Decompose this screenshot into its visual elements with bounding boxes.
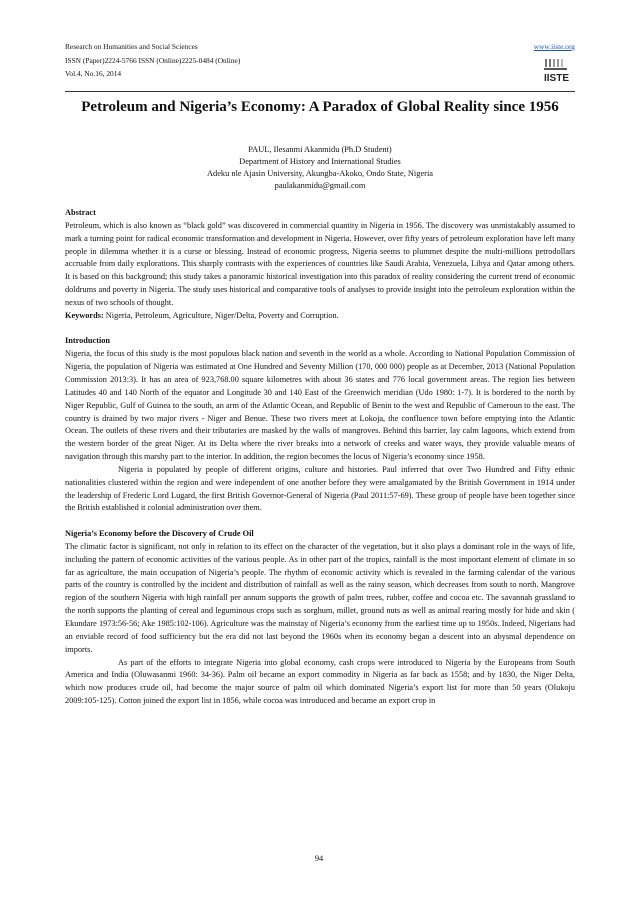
journal-volume: Vol.4, No.16, 2014 — [65, 69, 122, 78]
author-block — [65, 144, 575, 192]
author-email: paulakanmidu@gmail.com — [274, 181, 366, 190]
header-rule — [65, 91, 575, 92]
journal-name: Research on Humanities and Social Sciences — [65, 42, 198, 51]
abstract-text: Petroleum, which is also known as “black gold” was discovered in commercial quantity in Nigeria in 1956. The discovery was unmistakably assumed to mark a turning point for radical economic transformation and development in Nigeria. However, over fifty years of petroleum exploration have left many people in dilemma whether it is a curse or blessing. Instead of economic progress, Nigeria seems to plummet despite the multi-millions petrodollars accruable from daily explorations. This sharply contrasts with the experiences of countries like Saudi Arabia, Venezuela, Libya and Qatar among others. It is based on this background; this study takes a panoramic historical investigation into this paradox of reality considering the current trend of economic doldrums and poverty in Nigeria. The study uses historical and comparative tools of analyses to provide insight into the petroleum exploration within the nexus of two schools of thought. — [65, 220, 575, 307]
abstract-heading: Abstract — [65, 208, 96, 217]
keywords-line — [65, 310, 575, 323]
keywords-text: Nigeria, Petroleum, Agriculture, Niger/Delta, Poverty and Corruption. — [103, 310, 339, 320]
page-number: 94 — [314, 854, 324, 863]
journal-issn: ISSN (Paper)2224-5766 ISSN (Online)2225-0484 (Online) — [65, 55, 241, 65]
iiste-logo — [541, 57, 573, 84]
introduction-heading: Introduction — [65, 336, 111, 346]
paper-body — [65, 207, 575, 708]
paper-title: Petroleum and Nigeria’s Economy: A Paradox of Global Reality since 1956 — [81, 99, 559, 115]
keywords-label: Keywords: — [65, 310, 104, 320]
section-economy-heading: Nigeria’s Economy before the Discovery of Crude Oil — [65, 529, 254, 539]
journal-website-link[interactable]: www.iiste.org — [533, 42, 575, 51]
introduction-paragraph-2: Nigeria is populated by people of different origins, culture and histories. Paul inferred that over Two Hundred and Fifty ethnic nationalities clustered within the region and were independent of one another before they were amalgamated by the British Government in 1914 under the leadership of Frederic Lord Lugard, the first British Governor-General of Nigeria (Paul 2011:57-69). These group of people have been together since the British established it colonial administration over them. — [65, 464, 575, 513]
journal-header — [65, 40, 575, 81]
author-name: PAUL, Ilesanmi Akanmidu (Ph.D Student) — [248, 145, 392, 154]
section-economy-paragraph-1: The climatic factor is significant, not only in relation to its effect on the character of the vegetation, but it also plays a dominant role in the ways of life, including the pattern of economic activities of the various people. As in other part of the tropics, rainfall is the most important element of climate in so far as agriculture, the main occupation of Nigeria’s people. The rhythm of economic activity which is revealed in the farming calendar of the various parts of the country is controlled by the incident and distribution of rainfall as well as the rainy season, which decreases from south to north. Mangrove region of the southern Nigeria with high rainfall per annum supports the growth of palm trees, rubber, coffee and cocoa etc. The savannah grassland to the north supports the planting of cereal and leguminous crops such as sorghum, millet, ground nuts as well as animal rearing mostly for hide and skin ( Ekundare 1973:56-56; Ake 1985:102-106). Agriculture was the mainstay of Nigeria’s economy from the earliest time up to 1950s. Indeed, Nigerians had an enviable record of food sufficiency but the era did not last beyond the 1960s when its economy began a descent into an abysmal dependence on imports. — [65, 541, 575, 654]
logo-text: IISTE — [544, 73, 570, 84]
author-university: Adeku nle Ajasin University, Akungba-Akoko, Ondo State, Nigeria — [206, 169, 433, 178]
author-department: Department of History and International Studies — [239, 157, 401, 166]
section-economy-paragraph-2: As part of the efforts to integrate Nigeria into global economy, cash crops were introduced to Nigeria by the Europeans from South America and India (Oluwasanmi 1960: 34-36). Palm oil became an export commodity in Nigeria as far back as 1558; and by 1830, the Niger Delta, which now produces crude oil, had become the major source of palm oil which dominated Nigeria’s export list for more than 50 years (Olukoju 2009:105-125). Cotton joined the export list in 1856, while cocoa was introduced and became an export crop in — [65, 657, 575, 706]
introduction-paragraph-1: Nigeria, the focus of this study is the most populous black nation and seventh in the world as a whole. According to National Population Commission of Nigeria, the population of Nigeria was estimated at One Hundred and Seventy Million (170, 000 000) people as at December, 2013 (National Population Commission 2013:3). It has an area of 923,768.00 square kilometres with about 36 states and 776 local government areas. The region lies between Latitudes 40 and 140 North of the equator and Longitude 30 and 140 East of the Greenwich meridian (Udo 1980: 1-7). It is bordered to the north by Niger Republic, Gulf of Guinea to the south, an arm of the Atlantic Ocean, and Republic of Benin to the west and Republic of Cameroun to the east. The country is drained by two major rivers - Niger and Benue. These two rivers meet at Lokoja, the confluence town before emptying into the Atlantic Ocean. The outlets of these rivers and their tributaries are masked by the walls of mangroves. Behind this barrier, lay calm lagoons, which extend from the western border of the great Niger. At its Delta where the river breaks into a network of creeks and water ways, they provide valuable means of navigation through this marshy part to the interior. In addition, the region becomes the locus of Nigeria’s economy since 1958. — [65, 349, 575, 462]
